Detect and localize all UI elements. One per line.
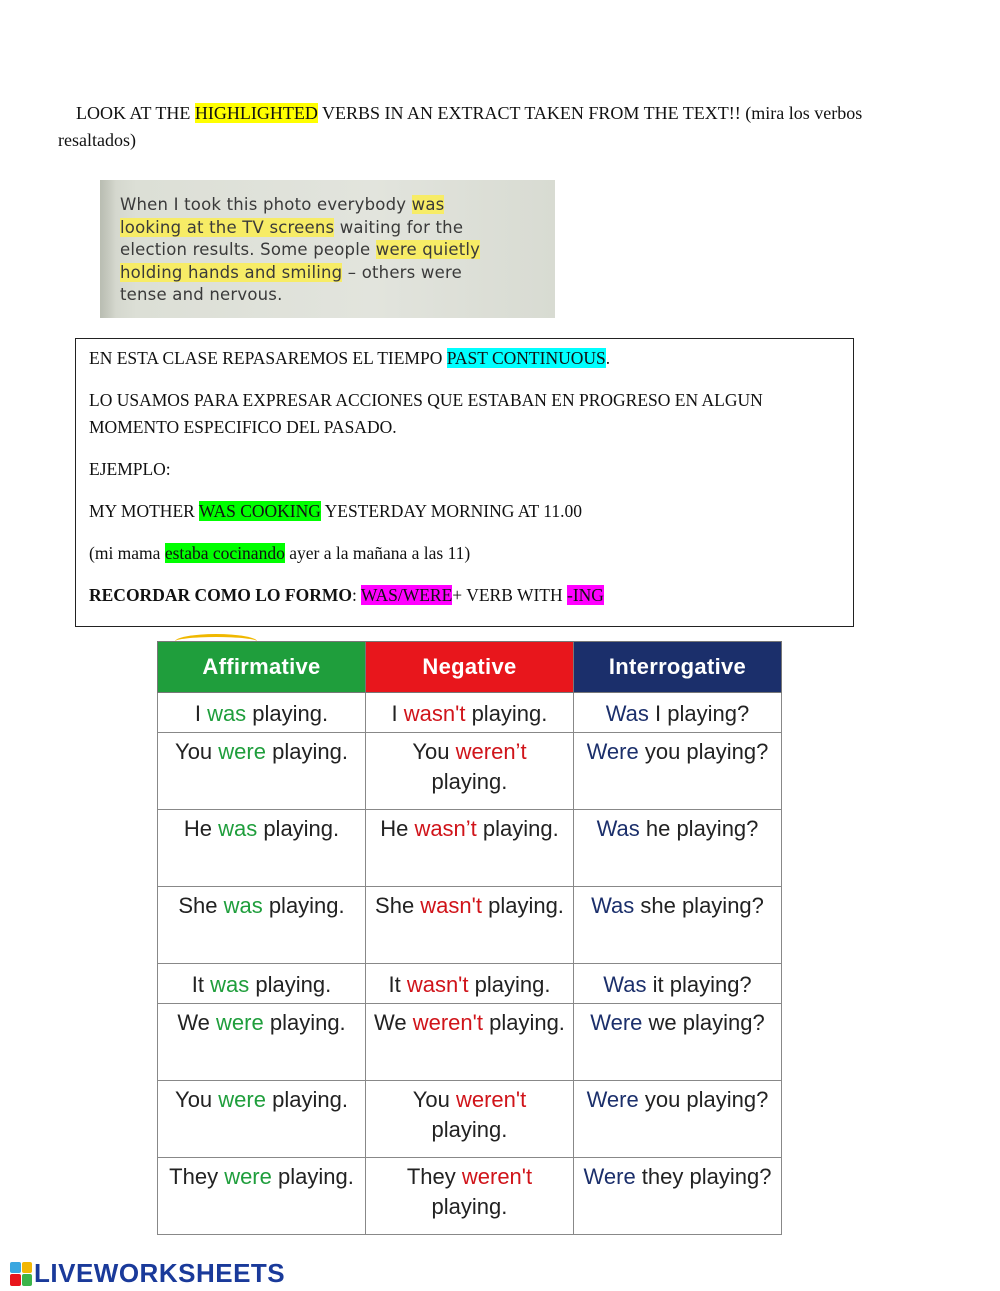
verb-form: weren't [455,1087,527,1112]
verb-form: were [224,1164,272,1189]
extract-line-1-highlight: was [411,195,445,214]
verb-form: Was [591,893,635,918]
negative-cell [365,1158,573,1235]
rest-text: you playing? [638,1087,769,1112]
subject-text: You [412,739,456,764]
extract-line-2-text: waiting for the [334,217,464,237]
verb-form: Was [596,816,640,841]
tense-name-highlight: PAST CONTINUOUS [446,348,606,368]
rest-text: playing. [265,739,348,764]
table-row [158,1004,782,1081]
negative-cell [365,810,573,887]
subject-text: It [191,972,211,997]
formation-rule-label: RECORDAR COMO LO FORMO [89,585,352,605]
interrogative-cell [573,1158,781,1235]
instructions-text [58,100,938,154]
verb-form: weren't [412,1010,483,1035]
verb-form: Were [586,1087,639,1112]
rest-text: you playing? [638,739,769,764]
extract-line-3-text: election results. Some people [120,240,376,259]
liveworksheets-logo-text: LIVEWORKSHEETS [34,1258,286,1288]
rest-text: I playing? [648,701,750,726]
subject-text: We [177,1010,217,1035]
table-row [158,887,782,964]
verb-form: were [216,1010,264,1035]
rest-text: playing. [481,893,564,918]
rest-text: playing. [431,1194,508,1219]
interrogative-cell [573,964,781,1004]
formation-auxiliary-highlight: WAS/WERE [360,585,453,605]
table-row [158,1081,782,1158]
table-body [158,693,782,1235]
subject-text: He [183,816,219,841]
rest-text: playing. [476,816,559,841]
verb-form: weren't [461,1164,533,1189]
conjugation-table [157,641,782,1235]
formation-rule-middle: + VERB WITH [452,585,568,605]
example-translation [89,540,840,567]
extract-line-2 [120,217,555,240]
rest-text: he playing? [639,816,759,841]
example-prefix: MY MOTHER [89,501,199,521]
instructions-prefix: LOOK AT THE [76,103,195,123]
negative-cell [365,733,573,810]
rest-text: she playing? [634,893,764,918]
interrogative-cell [573,1004,781,1081]
example-sentence [89,498,840,525]
negative-cell [365,693,573,733]
verb-form: Were [590,1010,643,1035]
verb-form: wasn't [403,701,466,726]
verb-form: was [207,701,247,726]
rest-text: playing. [271,1164,354,1189]
rest-text: playing. [431,1117,508,1142]
interrogative-cell [573,693,781,733]
translation-verb-highlight: estaba cocinando [164,543,285,563]
rest-text: playing. [465,701,548,726]
negative-cell [365,887,573,964]
rest-text: playing. [246,701,329,726]
subject-text: You [412,1087,456,1112]
affirmative-cell [158,887,366,964]
rest-text: playing. [263,1010,346,1035]
verb-form: was [218,816,258,841]
verb-form: Was [603,972,647,997]
rest-text: we playing? [642,1010,765,1035]
rest-text: playing. [249,972,332,997]
affirmative-cell [158,693,366,733]
interrogative-cell [573,810,781,887]
subject-text: They [406,1164,462,1189]
lesson-usage: LO USAMOS PARA EXPRESAR ACCIONES QUE ESTABAN EN PROGRESO EN ALGUN MOMENTO ESPECIFICO DEL PASADO. [89,390,763,437]
logo-square-yellow [22,1262,33,1274]
extract-line-1-text: When I took this photo everybody [120,195,412,214]
logo-square-green [22,1274,33,1286]
instructions-highlight: HIGHLIGHTED [194,103,318,123]
subject-text: It [388,972,407,997]
example-verb-highlight: WAS COOKING [198,501,321,521]
rest-text: playing. [262,893,345,918]
verb-form: were [218,1087,266,1112]
table-header-row [158,642,782,693]
table-row [158,964,782,1004]
logo-square-red [10,1274,21,1286]
extract-line-1 [120,194,555,217]
translation-prefix: (mi mama [89,543,165,563]
rest-text: playing. [468,972,551,997]
text-extract-image [100,180,555,318]
subject-text: We [374,1010,413,1035]
rest-text: they playing? [635,1164,772,1189]
extract-line-4 [120,262,555,285]
formation-rule [89,582,840,609]
subject-text: She [178,893,224,918]
lesson-intro-text: EN ESTA CLASE REPASAREMOS EL TIEMPO [89,348,447,368]
table-row [158,693,782,733]
subject-text: He [380,816,415,841]
formation-rule-colon: : [351,585,361,605]
extract-line-2-highlight: looking at the TV screens [120,217,335,237]
affirmative-cell [158,810,366,887]
liveworksheets-brand [10,1258,285,1289]
lesson-intro-end: . [605,348,611,368]
instructions-suffix: VERBS IN AN EXTRACT TAKEN FROM THE TEXT!! (mira los verbos resaltados) [58,103,863,150]
subject-text: She [375,893,421,918]
subject-text: They [169,1164,225,1189]
extract-line-5: tense and nervous. [120,285,283,304]
extract-line-4-text: – others were [342,262,462,282]
negative-cell [365,1081,573,1158]
verb-form: wasn't [406,972,469,997]
affirmative-cell [158,964,366,1004]
lesson-box [75,338,854,627]
verb-form: Were [586,739,639,764]
header-interrogative: Interrogative [573,642,781,693]
subject-text: I [391,701,404,726]
verb-form: Were [583,1164,636,1189]
example-suffix: YESTERDAY MORNING AT 11.00 [320,501,582,521]
table-row [158,810,782,887]
lesson-intro [89,345,840,372]
table-row [158,733,782,810]
rest-text: playing. [431,769,508,794]
affirmative-cell [158,1004,366,1081]
interrogative-cell [573,887,781,964]
rest-text: playing. [257,816,340,841]
interrogative-cell [573,733,781,810]
liveworksheets-logo-icon [10,1262,32,1286]
logo-square-blue [10,1262,21,1274]
verb-form: wasn’t [414,816,477,841]
subject-text: You [175,1087,219,1112]
subject-text: You [175,739,219,764]
table-row [158,1158,782,1235]
verb-form: weren’t [455,739,527,764]
verb-form: were [218,739,266,764]
rest-text: playing. [482,1010,565,1035]
affirmative-cell [158,1081,366,1158]
extract-line-4-highlight: holding hands and smiling [120,262,343,282]
subject-text: I [194,701,208,726]
extract-line-3 [120,239,555,262]
verb-form: was [223,893,263,918]
formation-suffix-highlight: -ING [567,585,604,605]
header-negative: Negative [365,642,573,693]
translation-suffix: ayer a la mañana a las 11) [284,543,471,563]
affirmative-cell [158,1158,366,1235]
extract-line-3-highlight: were quietly [375,240,481,259]
example-heading: EJEMPLO: [89,459,171,479]
interrogative-cell [573,1081,781,1158]
header-affirmative: Affirmative [158,642,366,693]
rest-text: it playing? [646,972,752,997]
negative-cell [365,1004,573,1081]
negative-cell [365,964,573,1004]
verb-form: wasn't [420,893,482,918]
affirmative-cell [158,733,366,810]
verb-form: Was [605,701,649,726]
rest-text: playing. [265,1087,348,1112]
verb-form: was [210,972,250,997]
